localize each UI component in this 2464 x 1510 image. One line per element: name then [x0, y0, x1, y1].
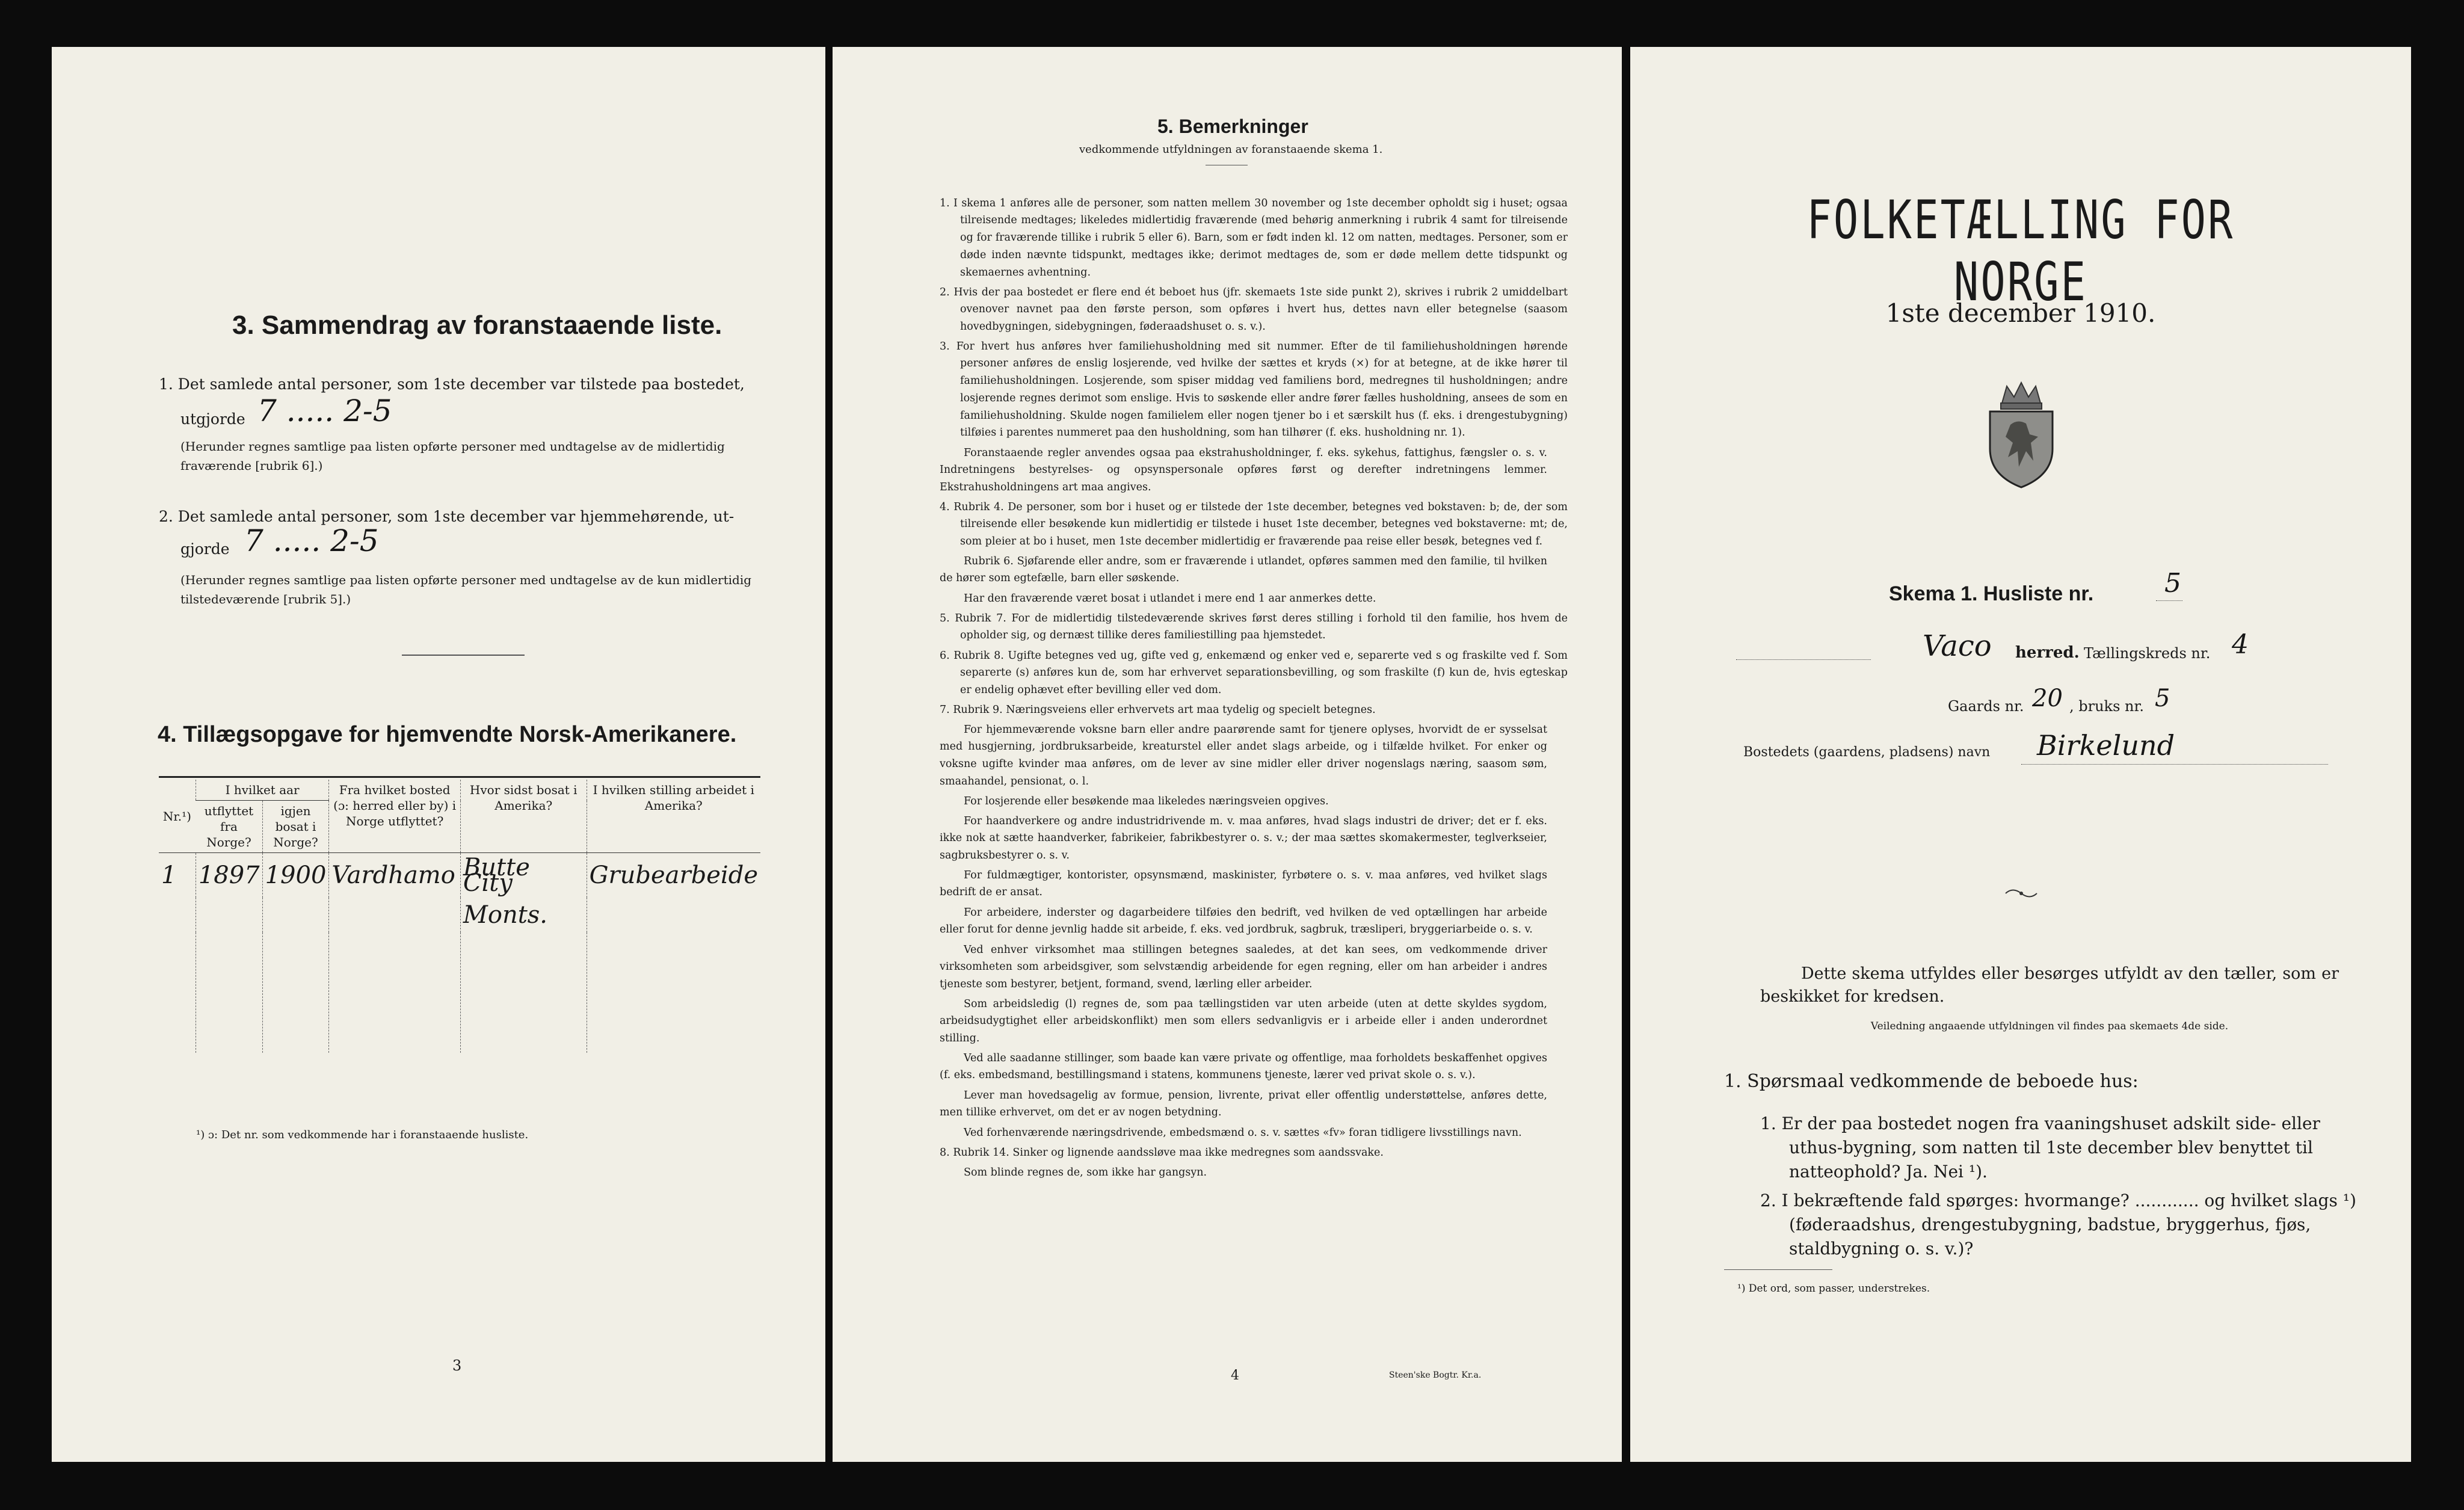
bruks-label: , bruks nr.	[2069, 698, 2144, 715]
table-row	[159, 898, 760, 932]
remark-paragraph: 3. For hvert hus anføres hver familiehusholdning med sit nummer. Efter de til familiehusholdningen hørende personer anføres de enslig losjerende, ved hvilke der sættes et kryds (×) for at betegne, at de ikke hører til familiehusholdningen. Losjerende, som spiser middag ved familiens bord, medregnes til husholdningen; andre losjerende regnes derimot som enslige. Hvis to søskende eller andre fører fælles husholdning, ansees de som en familiehusholdning. Skulde nogen familielem eller nogen tjener bo i et særskilt hus (f. eks. i drengestubygning) tilføies i parentes nummeret paa den husholdning, som han tilhører (f. eks. husholdning nr. 1).	[940, 340, 1568, 439]
remark-paragraph: 5. Rubrik 7. For de midlertidig tilstedeværende skrives først deres stilling i forhold til den familie, hos hvem de opholder sig, og dernæst tillike deres familiestilling paa hjemstedet.	[940, 612, 1568, 642]
section4-heading: 4. Tillægsopgave for hjemvendte Norsk-Amerikanere.	[158, 722, 737, 747]
remark-paragraph: Ved enhver virksomhet maa stillingen betegnes saaledes, at det kan sees, om vedkommende driver virksomheten som arbeidsgiver, som selvstændig arbeidende for egen regning, eller om han arbeider i andres tjeneste som bestyrer, betjent, formand, svend, lærling eller arbeider.	[940, 943, 1547, 991]
remark-paragraph: For hjemmeværende voksne barn eller andre paarørende samt for tjenere oplyses, hvorvidt de er sysselsat med husgjerning, jordbruksarbeide, kreaturstel eller andet slags arbeide, og i tilfælde hvilket. For enker og voksne ugifte kvinder maa anføres, om de lever av sine midler eller driver nogenslags næring, saasom søm, smaahandel, pensionat, o. l.	[940, 723, 1547, 787]
cell-nr: 1	[161, 861, 177, 889]
section3-item1-value: 7 ..... 2-5	[257, 393, 392, 428]
printer-mark: Steen'ske Bogtr. Kr.a.	[1389, 1370, 1482, 1380]
col-hvor: Hvor sidst bosat i Amerika?	[460, 780, 587, 853]
section4-footnote: ¹) ɔ: Det nr. som vedkommende har i foranstaaende husliste.	[196, 1129, 529, 1141]
questions-heading: 1. Spørsmaal vedkommende de beboede hus:	[1724, 1071, 2139, 1092]
cell-hvor: Butte City	[460, 853, 587, 898]
remarks-subheading: vedkommende utfyldningen av foranstaaende skema 1.	[1079, 143, 1383, 156]
table-row	[159, 853, 760, 898]
remark-paragraph: Ved forhenværende næringsdrivende, embedsmænd o. s. v. sættes «fv» foran tidligere livsstillings navn.	[964, 1126, 1522, 1139]
remark-paragraph: 6. Rubrik 8. Ugifte betegnes ved ug, gifte ved g, enkemænd og enker ved e, separerte ved s og fraskilte ved f. Som separerte (s) anføres kun de, som har erhvervet separationsbevilling, og som fraskilte (f) kun de, hvis egteskap er endelig ophævet efter bevilling eller ved dom.	[940, 649, 1568, 697]
cell-igjen: 1900	[262, 853, 329, 898]
cell-hvor-2: Monts.	[460, 898, 587, 932]
cell-fra: Vardhamo	[329, 853, 461, 898]
bosted-label: Bostedets (gaardens, pladsens) navn	[1743, 745, 1991, 760]
herred-label: herred.	[2015, 644, 2080, 662]
veiledning-text: Veiledning angaaende utfyldningen vil findes paa skemaets 4de side.	[1870, 1020, 2229, 1032]
remark-paragraph: Lever man hovedsagelig av formue, pension, livrente, privat eller offentlig understøttelse, anføres dette, men tillike erhvervet, om det er av nogen betydning.	[940, 1089, 1547, 1119]
remarks-heading: 5. Bemerkninger	[1157, 116, 1308, 137]
section3-item2-prefix: gjorde	[180, 540, 230, 558]
section3-item2-text: 2. Det samlede antal personer, som 1ste december var hjemmehørende, ut-	[159, 508, 735, 525]
bosted-value: Birkelund	[2037, 729, 2175, 762]
divider	[1724, 1269, 1832, 1270]
remark-paragraph: 2. Hvis der paa bostedet er flere end ét beboet hus (jfr. skemaets 1ste side punkt 2), skrives i rubrik 2 umiddelbart ovenover navnet paa den første person, som opføres i hvert hus, dettes navn eller betegnelse (saasom hovedbygningen, sidebygningen, føderaadshuset o. s. v.).	[940, 286, 1568, 333]
col-stilling: I hvilken stilling arbeidet i Amerika?	[587, 780, 760, 853]
col-group-year: I hvilket aar	[196, 780, 329, 801]
page-number: 4	[1231, 1368, 1239, 1383]
husliste-nr: 5	[2164, 568, 2181, 599]
bruks-value: 5	[2155, 685, 2170, 712]
remark-paragraph: 8. Rubrik 14. Sinker og lignende aandssløve maa ikke medregnes som aandssvake.	[940, 1146, 1384, 1159]
remark-paragraph: Ved alle saadanne stillinger, som baade kan være private og offentlige, maa forholdets beskaffenhet opgives (f. eks. embedsmand, bestillingsmand i statens, kommunens tjeneste, lærer ved privat skole o. s. v.).	[940, 1052, 1547, 1082]
gaards-label: Gaards nr.	[1948, 698, 2024, 715]
section3-item1-note: (Herunder regnes samtlige paa listen opførte personer med undtagelse av de midlertidig fraværende [rubrik 6].)	[180, 439, 725, 473]
cell-utflyttet: 1897	[196, 853, 262, 898]
col-fra: Fra hvilket bosted (ɔ: herred eller by) i Norge utflyttet?	[329, 780, 461, 853]
remark-paragraph: For losjerende eller besøkende maa likeledes næringsveien opgives.	[964, 795, 1329, 807]
remark-paragraph: Som blinde regnes de, som ikke har gangsyn.	[964, 1166, 1207, 1179]
remark-paragraph: Rubrik 6. Sjøfarende eller andre, som er fraværende i utlandet, opføres sammen med den familie, til hvilken de hører som egtefælle, barn eller søskende.	[940, 555, 1547, 585]
census-title: FOLKETÆLLING FOR NORGE	[1806, 189, 2235, 313]
remark-paragraph: 7. Rubrik 9. Næringsveiens eller erhvervets art maa tydelig og specielt betegnes.	[940, 703, 1376, 716]
remark-paragraph: For arbeidere, inderster og dagarbeidere tilføies den bedrift, ved hvilken de ved optællingen har arbeide eller forut for denne jevnlig hadde sit arbeide, f. eks. ved jordbruk, sagbruk, træsliperi, bryggeriarbeide o. s. v.	[940, 906, 1547, 936]
page-right	[1630, 47, 2411, 1462]
remark-paragraph: Foranstaaende regler anvendes ogsaa paa ekstrahusholdninger, f. eks. sykehus, fattighus, fængsler o. s. v. Indretningens bestyrelses- og opsynspersonale opføres først og derefter indretningens lemmer. Ekstrahusholdningens art maa angives.	[940, 446, 1547, 494]
table-row	[159, 932, 760, 1053]
section3-item1-text: 1. Det samlede antal personer, som 1ste december var tilstede paa bostedet,	[159, 375, 745, 393]
page-number: 3	[452, 1357, 462, 1374]
question-1: 1. Er der paa bostedet nogen fra vaaningshuset adskilt side- eller uthus-bygning, som natten til 1ste december blev benyttet til natteophold? Ja. Nei ¹).	[1760, 1114, 2320, 1182]
col-igjen: igjen bosat i Norge?	[262, 801, 329, 853]
norsk-amerikanere-table	[159, 780, 760, 1053]
page-left	[52, 47, 825, 1462]
question-2: 2. I bekræftende fald spørges: hvormange? ............ og hvilket slags ¹) (føderaadshus, drengestubygning, badstue, bryggerhus, fjøs, staldbygning o. s. v.)?	[1760, 1191, 2356, 1259]
divider	[402, 655, 525, 656]
census-date: 1ste december 1910.	[1885, 298, 2156, 328]
kreds-value: 4	[2232, 629, 2249, 660]
section3-item2-value: 7 ..... 2-5	[244, 523, 379, 558]
kreds-label: Tællingskreds nr.	[2084, 645, 2211, 662]
gaards-value: 20	[2032, 685, 2063, 712]
skema-label: Skema 1. Husliste nr.	[1889, 582, 2094, 605]
intro-text: Dette skema utfyldes eller besørges utfyldt av den tæller, som er beskikket for kredsen.	[1760, 964, 2339, 1006]
remark-paragraph: Har den fraværende været bosat i utlandet i mere end 1 aar anmerkes dette.	[964, 592, 1376, 605]
table-top-rule	[159, 776, 760, 778]
right-footnote: ¹) Det ord, som passer, understrekes.	[1737, 1283, 1930, 1295]
remark-paragraph: For haandverkere og andre industridrivende m. v. maa anføres, hvad slags industri de driver; det er f. eks. ikke nok at sætte haandverker, fabrikeier, fabrikbestyrer o. s. v.; der maa sættes skomakermester, teglverkseier, sagbruksbestyrer o. s. v.	[940, 815, 1547, 862]
coat-of-arms-icon	[1984, 377, 2059, 490]
section3-item1-prefix: utgjorde	[180, 410, 245, 428]
remark-paragraph: For fuldmægtiger, kontorister, opsynsmænd, maskinister, fyrbøtere o. s. v. maa anføres, ved hvilket slags bedrift de er ansat.	[940, 869, 1547, 899]
cell-stilling: Grubearbeide	[587, 853, 760, 898]
remark-paragraph: Som arbeidsledig (l) regnes de, som paa tællingstiden var uten arbeide (uten at dette skyldes sygdom, arbeidsudygtighet eller arbeidskonflikt) men som ellers sedvanligvis er i arbeide eller i anden underordnet stilling.	[940, 997, 1547, 1045]
ornament-icon	[2003, 884, 2039, 902]
herred-value: Vaco	[1923, 629, 1992, 663]
section3-item2-note: (Herunder regnes samtlige paa listen opførte personer med undtagelse av de kun midlertidig tilstedeværende [rubrik 5].)	[180, 573, 752, 606]
remark-paragraph: 4. Rubrik 4. De personer, som bor i huset og er tilstede der 1ste december, betegnes ved bokstaven: b; de, der som tilreisende eller besøkende kun midlertidig er tilstede i huset 1ste december, betegnes ved bokstaverne: mt; de, som pleier at bo i huset, men 1ste december midlertidig er fraværende paa reise eller besøk, betegnes ved f.	[940, 501, 1568, 548]
col-nr: Nr.¹)	[159, 780, 196, 853]
col-utflyttet: utflyttet fra Norge?	[196, 801, 262, 853]
remark-paragraph: 1. I skema 1 anføres alle de personer, som natten mellem 30 november og 1ste december opholdt sig i huset; ogsaa tilreisende medtages; likeledes midlertidig fraværende (med behørig anmerkning i rubrik 4 samt for tilreisende og for fraværende tillike i rubrik 5 eller 6). Barn, som er født inden kl. 12 om natten, medtages. Personer, som er døde inden nævnte tidspunkt, medtages ikke; derimot medtages de, som er døde mellem dette tidspunkt og skemaernes avhentning.	[940, 197, 1568, 279]
page-middle	[833, 47, 1622, 1462]
section3-heading: 3. Sammendrag av foranstaaende liste.	[232, 310, 722, 340]
